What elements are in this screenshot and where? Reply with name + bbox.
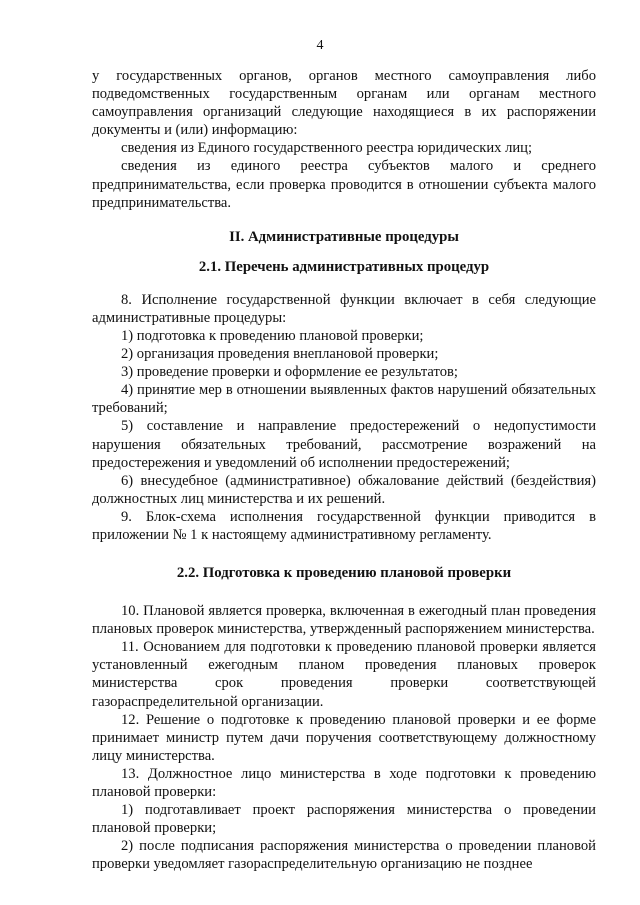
- intro-paragraph: у государственных органов, органов местного самоуправления либо подведомственных государственным органам или органам местного самоуправления организаций следующие находящиеся в их распоряжении документы и (или) информацию:: [92, 68, 596, 139]
- list-item: 5) составление и направление предостережений о недопустимости нарушения обязательных требований, рассмотрение возражений на предостережения и уведомлений об исполнении предостережений;: [92, 418, 596, 471]
- subsection-heading-planned-inspection: 2.2. Подготовка к проведению плановой проверки: [176, 565, 512, 582]
- subsection-heading-procedures-list: 2.1. Перечень административных процедур: [198, 258, 490, 275]
- list-item: 3) проведение проверки и оформление ее результатов;: [121, 364, 458, 381]
- body-paragraph: 10. Плановой является проверка, включенная в ежегодный план проведения плановых проверок министерства, утвержденный распоряжением министерства.: [92, 603, 596, 638]
- body-paragraph: 9. Блок-схема исполнения государственной функции приводится в приложении № 1 к настоящему административному регламенту.: [92, 508, 596, 543]
- list-item: 1) подготовка к проведению плановой проверки;: [121, 327, 424, 344]
- list-item: 2) организация проведения внеплановой проверки;: [121, 346, 439, 363]
- section-heading: II. Административные процедуры: [229, 228, 459, 245]
- body-paragraph: 13. Должностное лицо министерства в ходе подготовки к проведению плановой проверки:: [92, 765, 596, 800]
- body-paragraph: 8. Исполнение государственной функции включает в себя следующие административные процедуры:: [92, 291, 596, 326]
- intro-paragraph: сведения из Единого государственного реестра юридических лиц;: [121, 140, 533, 157]
- list-item: 2) после подписания распоряжения министерства о проведении плановой проверки уведомляет газораспределительную организацию не позднее: [92, 838, 596, 873]
- list-item: 6) внесудебное (административное) обжалование действий (бездействия) должностных лиц министерства и их решений.: [92, 472, 596, 507]
- page-content: [92, 67, 596, 873]
- body-paragraph: 11. Основанием для подготовки к проведению плановой проверки является установленный ежегодным планом проведения плановых проверок министерства срок проведения проверки соответствующей газораспределительной организации.: [92, 639, 596, 710]
- list-item: 1) подготавливает проект распоряжения министерства о проведении плановой проверки;: [92, 802, 596, 837]
- list-item: 4) принятие мер в отношении выявленных фактов нарушений обязательных требований;: [92, 382, 596, 417]
- body-paragraph: 12. Решение о подготовке к проведению плановой проверки и ее форме принимает министр путем дачи поручения соответствующему должностному лицу министерства.: [92, 711, 596, 764]
- page-number: 4: [316, 38, 324, 53]
- intro-paragraph: сведения из единого реестра субъектов малого и среднего предпринимательства, если проверка проводится в отношении субъекта малого предпринимательства.: [92, 158, 596, 211]
